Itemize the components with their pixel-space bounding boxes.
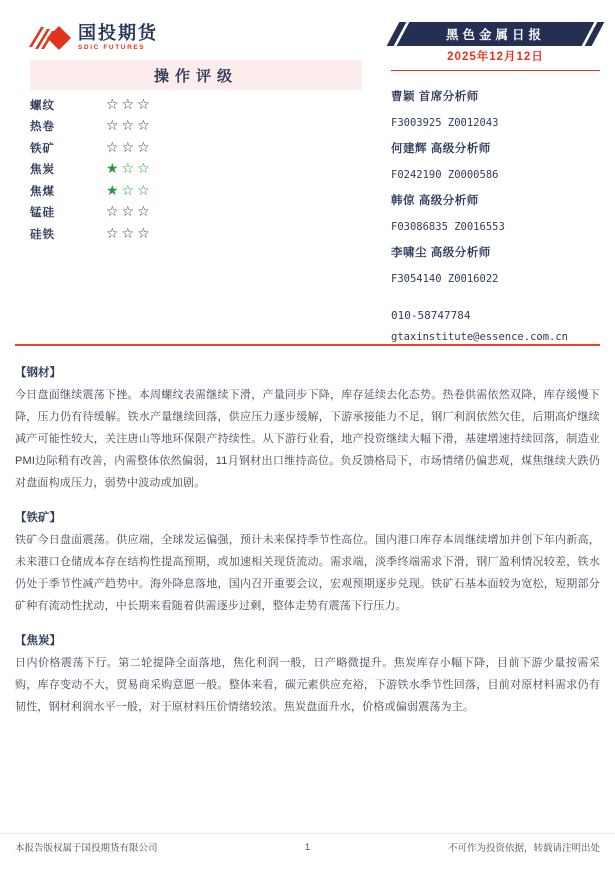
rating-stars: ★☆☆: [106, 161, 153, 178]
rating-label: 锰硅: [30, 207, 55, 220]
analyst-name-title: 李啸尘 高级分析师: [391, 247, 491, 259]
report-body: [15, 362, 600, 731]
footer: [15, 840, 600, 854]
rating-label: 热卷: [30, 121, 55, 134]
footer-divider-line: [0, 833, 615, 834]
logo-company-name: 国投期货: [78, 23, 158, 44]
rating-label: 焦炭: [30, 164, 55, 177]
analyst-license-ids: F03086835 Z0016553: [391, 221, 505, 233]
rating-row: [30, 116, 362, 138]
company-logo: [28, 22, 158, 54]
rating-label: 铁矿: [30, 142, 55, 155]
report-date: 2025年12月12日: [391, 48, 600, 71]
report-section: [15, 630, 600, 718]
report-section: [15, 362, 600, 494]
rating-panel-header: 操作评级: [30, 60, 362, 90]
footer-copyright: 本报告版权属于国投期货有限公司: [15, 843, 158, 854]
rating-stars: ☆☆☆: [106, 96, 153, 113]
rating-row: [30, 223, 362, 245]
analyst-name-title: 曹颖 首席分析师: [391, 91, 479, 103]
section-paragraph: 铁矿今日盘面震荡。供应端，全球发运偏强，预计未来保持季节性高位。国内港口库存本周继续增加并创下年内新高，未来港口仓储成本存在结构性提高预期，或加速相关现货流动。需求端，淡季终端需求下滑，钢厂盈利情况较差，铁水仍处于季节性减产趋势中。海外降息落地，国内召开重要会议，宏观预期逐步兑现。铁矿石基本面较为宽松，短期部分矿种有流动性扰动，中长期来看随着供需逐步过剩，整体走势有震荡下行压力。: [15, 534, 600, 612]
contact-phone: 010-58747784: [391, 309, 471, 322]
rating-stars: ☆☆☆: [106, 204, 153, 221]
contact-email-link[interactable]: gtaxinstitute@essence.com.cn: [391, 331, 569, 343]
rating-label: 焦煤: [30, 185, 55, 198]
contact-block: [391, 305, 603, 347]
rating-stars: ☆☆☆: [106, 139, 153, 156]
rating-label: 硅铁: [30, 228, 55, 241]
report-title: 黑色金属日报: [445, 28, 545, 42]
report-section: [15, 507, 600, 617]
analyst-block: [391, 240, 603, 292]
rating-stars: ☆☆☆: [106, 118, 153, 135]
red-divider-line: [15, 344, 600, 346]
section-heading: 【焦炭】: [15, 635, 61, 647]
analyst-list: [391, 84, 603, 292]
analyst-name-title: 韩倞 高级分析师: [391, 195, 479, 207]
rating-row: [30, 202, 362, 224]
analyst-block: [391, 84, 603, 136]
section-heading: 【钢材】: [15, 367, 61, 379]
logo-company-subtitle: SDIC FUTURES: [78, 44, 146, 52]
rating-row: [30, 180, 362, 202]
analyst-license-ids: F3054140 Z0016022: [391, 273, 499, 285]
analyst-block: [391, 188, 603, 240]
logo-diamond-icon: [28, 22, 72, 54]
rating-row: [30, 159, 362, 181]
footer-page-number: 1: [304, 841, 311, 853]
section-paragraph: 今日盘面继续震荡下挫。本周螺纹表需继续下滑，产量同步下降，库存延续去化态势。热卷供需依然双降，库存缓慢下降，压力仍有待缓解。铁水产量继续回落，供应压力逐步缓解，下游承接能力不足，钢厂利润依然欠佳，后期高炉继续减产可能性较大，关注唐山等地环保限产持续性。从下游行业看，地产投资继续大幅下滑，基建增速持续回落，制造业PMI边际稍有改善，内需整体依然偏弱，11月钢材出口维持高位。负反馈格局下，市场情绪仍偏悲观，煤焦继续大跌仍对盘面构成压力，弱势中波动或加剧。: [15, 389, 600, 489]
rating-row: [30, 137, 362, 159]
section-paragraph: 日内价格震荡下行。第二轮提降全面落地，焦化利润一般，日产略微提升。焦炭库存小幅下降，目前下游少量按需采购，库存变动不大，贸易商采购意愿一般。整体来看，碳元素供应充裕，下游铁水季节性回落，目前对原材料需求仍有韧性，钢材利润水平一般，对于原材料压价情绪较浓。焦炭盘面升水，价格或偏弱震荡为主。: [15, 657, 600, 713]
report-title-banner: [391, 22, 600, 46]
analyst-block: [391, 136, 603, 188]
rating-label: 螺纹: [30, 99, 55, 112]
rating-list: [30, 94, 362, 245]
rating-stars: ★☆☆: [106, 182, 153, 199]
analyst-license-ids: F3003925 Z0012043: [391, 117, 499, 129]
rating-stars: ☆☆☆: [106, 225, 153, 242]
footer-disclaimer: 不可作为投资依据，转载请注明出处: [447, 843, 600, 854]
analyst-name-title: 何建辉 高级分析师: [391, 143, 491, 155]
analyst-license-ids: F0242190 Z0000586: [391, 169, 499, 181]
section-heading: 【铁矿】: [15, 512, 61, 524]
rating-row: [30, 94, 362, 116]
